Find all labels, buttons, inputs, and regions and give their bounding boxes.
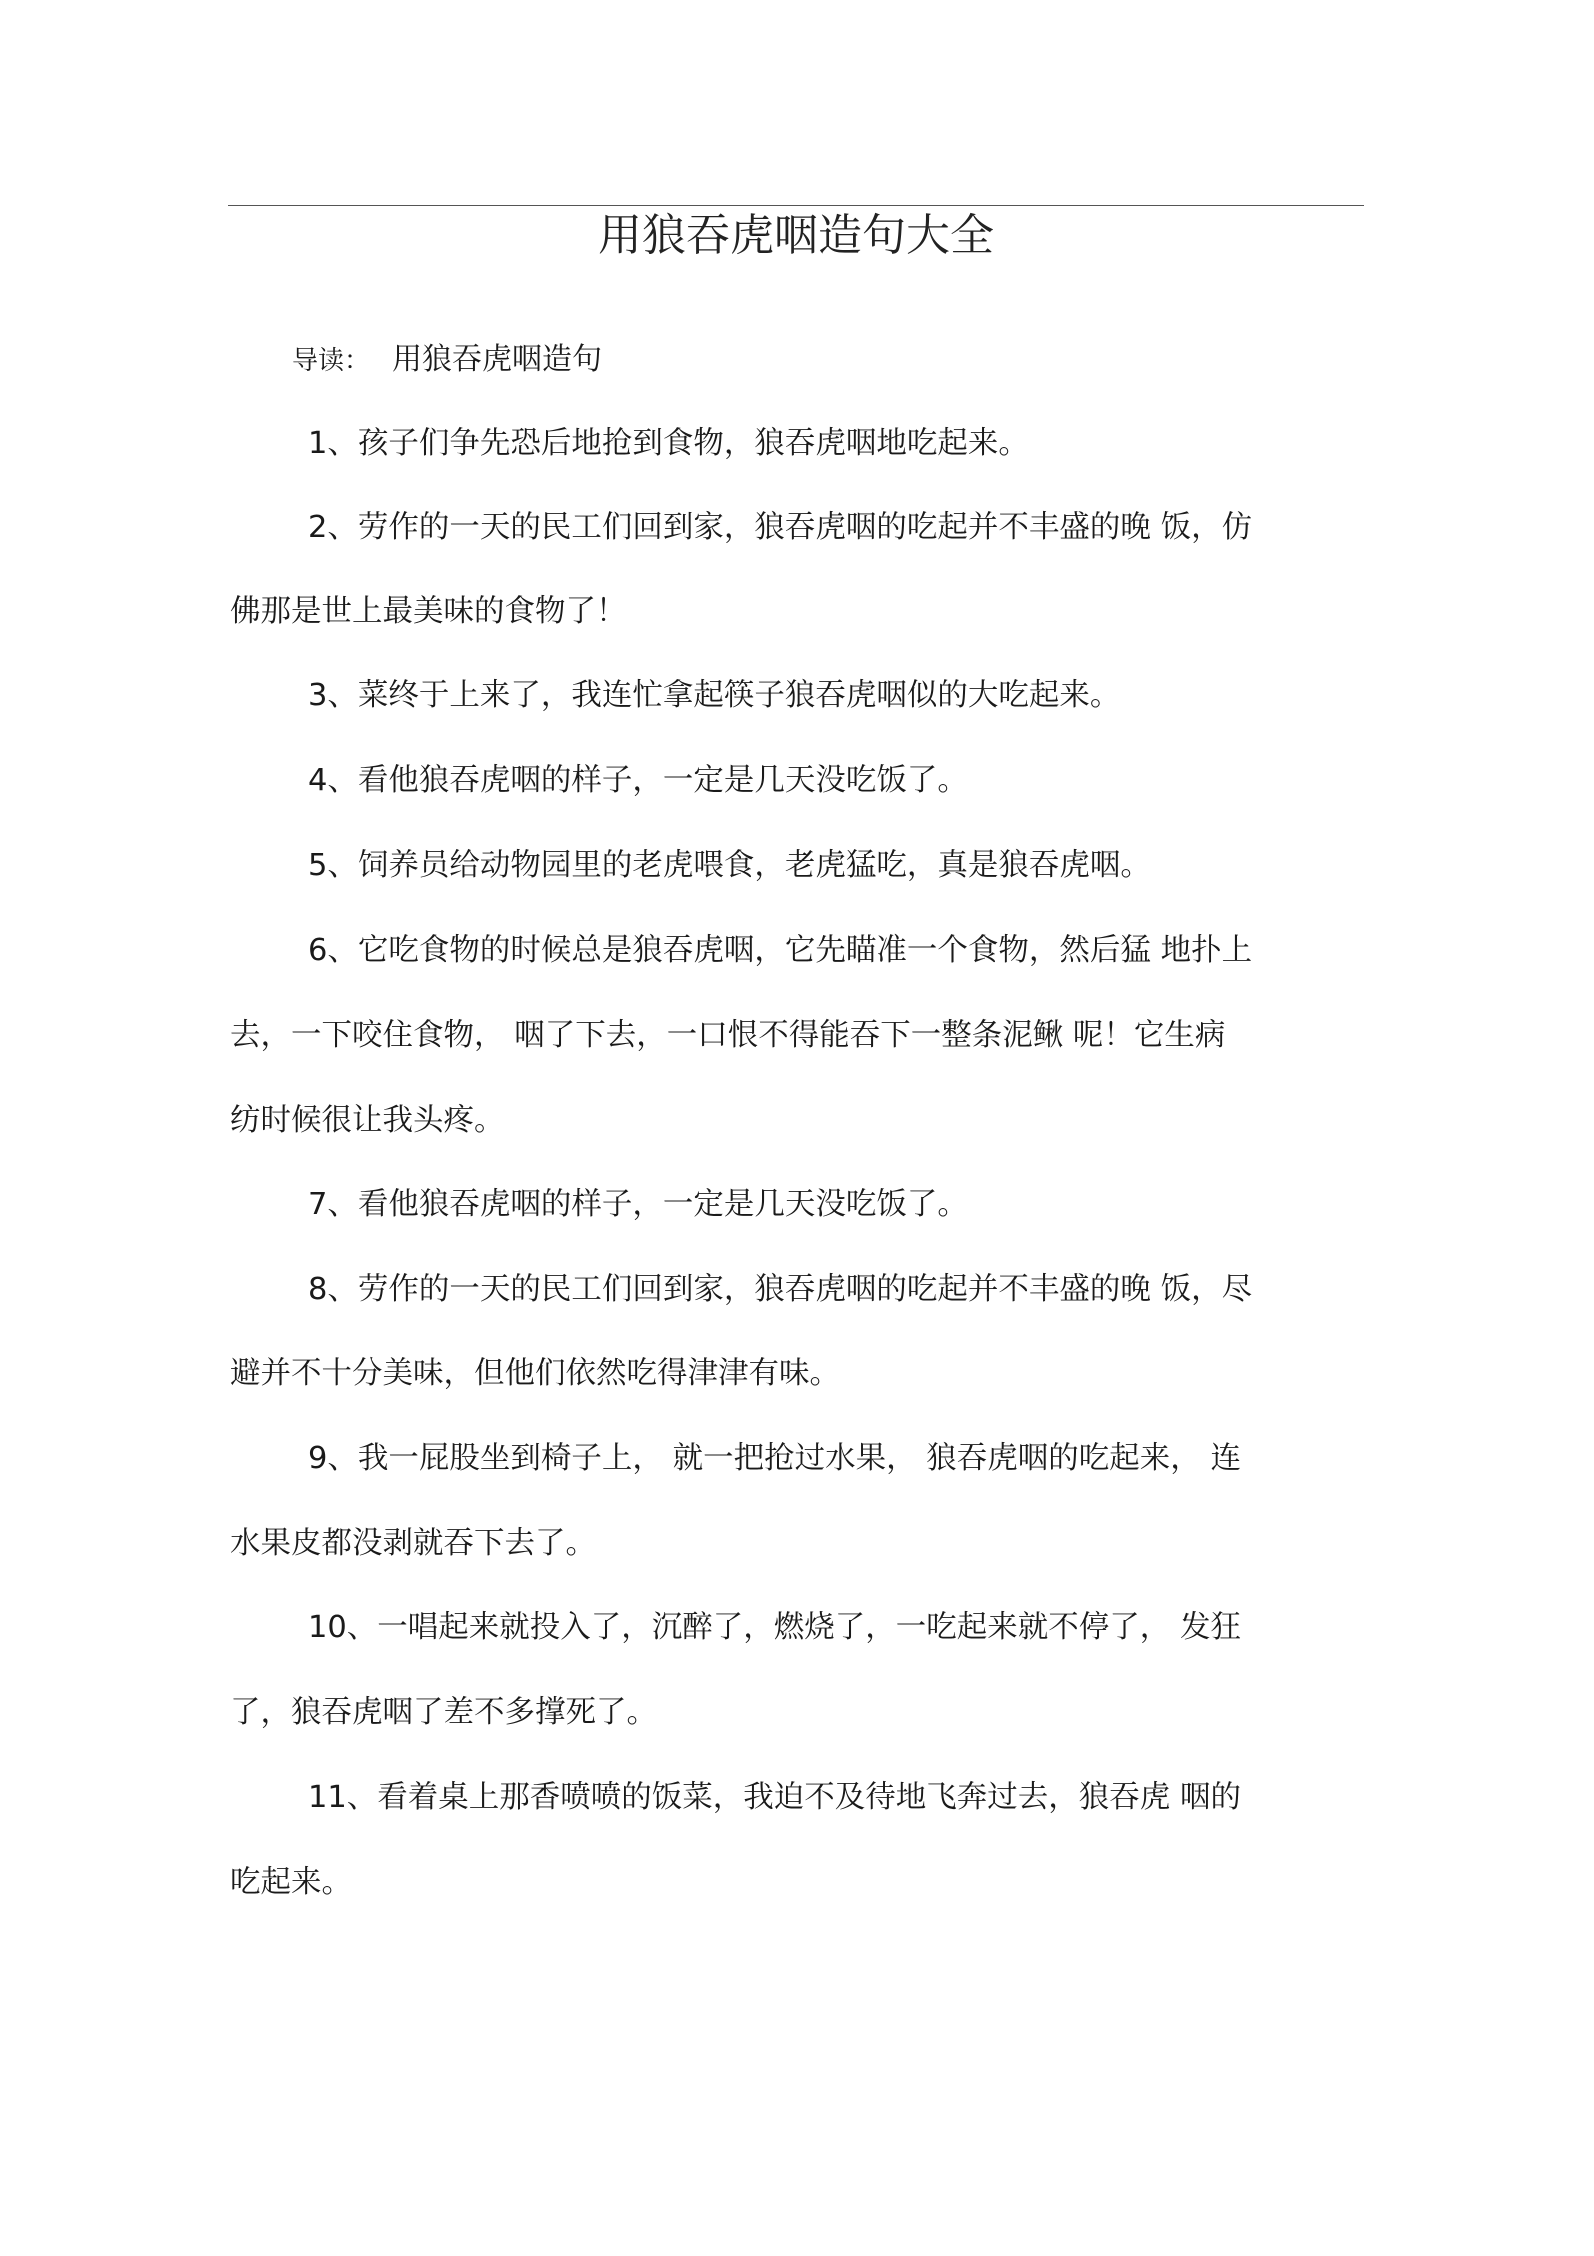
sentence-1: 1、孩子们争先恐后地抢到食物，狼吞虎咽地吃起来。 (308, 426, 1029, 461)
sentence-6-cont-1: 去，一下咬住食物， 咽了下去，一口恨不得能吞下一整条泥鳅 呢！它生病 (230, 1018, 1226, 1053)
intro-label: 导读： (292, 346, 371, 376)
sentence-2-cont: 佛那是世上最美味的食物了！ (230, 594, 627, 629)
sentence-9-cont: 水果皮都没剥就吞下去了。 (230, 1526, 596, 1561)
sentence-4: 4、看他狼吞虎咽的样子，一定是几天没吃饭了。 (308, 763, 968, 798)
sentence-5: 5、饲养员给动物园里的老虎喂食，老虎猛吃，真是狼吞虎咽。 (308, 848, 1151, 883)
sentence-2: 2、劳作的一天的民工们回到家，狼吞虎咽的吃起并不丰盛的晚 饭，仿 (308, 510, 1253, 545)
sentence-8-cont: 避并不十分美味，但他们依然吃得津津有味。 (230, 1356, 840, 1391)
sentence-8: 8、劳作的一天的民工们回到家，狼吞虎咽的吃起并不丰盛的晚 饭，尽 (308, 1272, 1253, 1307)
sentence-6-cont-2: 纺时候很让我头疼。 (230, 1103, 505, 1138)
sentence-7: 7、看他狼吞虎咽的样子，一定是几天没吃饭了。 (308, 1187, 968, 1222)
sentence-10-cont: 了，狼吞虎咽了差不多撑死了。 (230, 1695, 657, 1730)
intro-line (292, 336, 602, 385)
sentence-11: 11、看着桌上那香喷喷的饭菜，我迫不及待地飞奔过去，狼吞虎 咽的 (308, 1780, 1242, 1815)
page-title: 用狼吞虎咽造句大全 (598, 210, 994, 261)
intro-text: 用狼吞虎咽造句 (392, 342, 603, 377)
sentence-11-cont: 吃起来。 (230, 1865, 352, 1900)
sentence-3: 3、菜终于上来了，我连忙拿起筷子狼吞虎咽似的大吃起来。 (308, 678, 1121, 713)
sentence-6: 6、它吃食物的时候总是狼吞虎咽，它先瞄准一个食物，然后猛 地扑上 (308, 933, 1253, 968)
sentence-10: 10、一唱起来就投入了，沉醉了，燃烧了，一吃起来就不停了， 发狂 (308, 1610, 1242, 1645)
sentence-9: 9、我一屁股坐到椅子上， 就一把抢过水果， 狼吞虎咽的吃起来， 连 (308, 1441, 1241, 1476)
